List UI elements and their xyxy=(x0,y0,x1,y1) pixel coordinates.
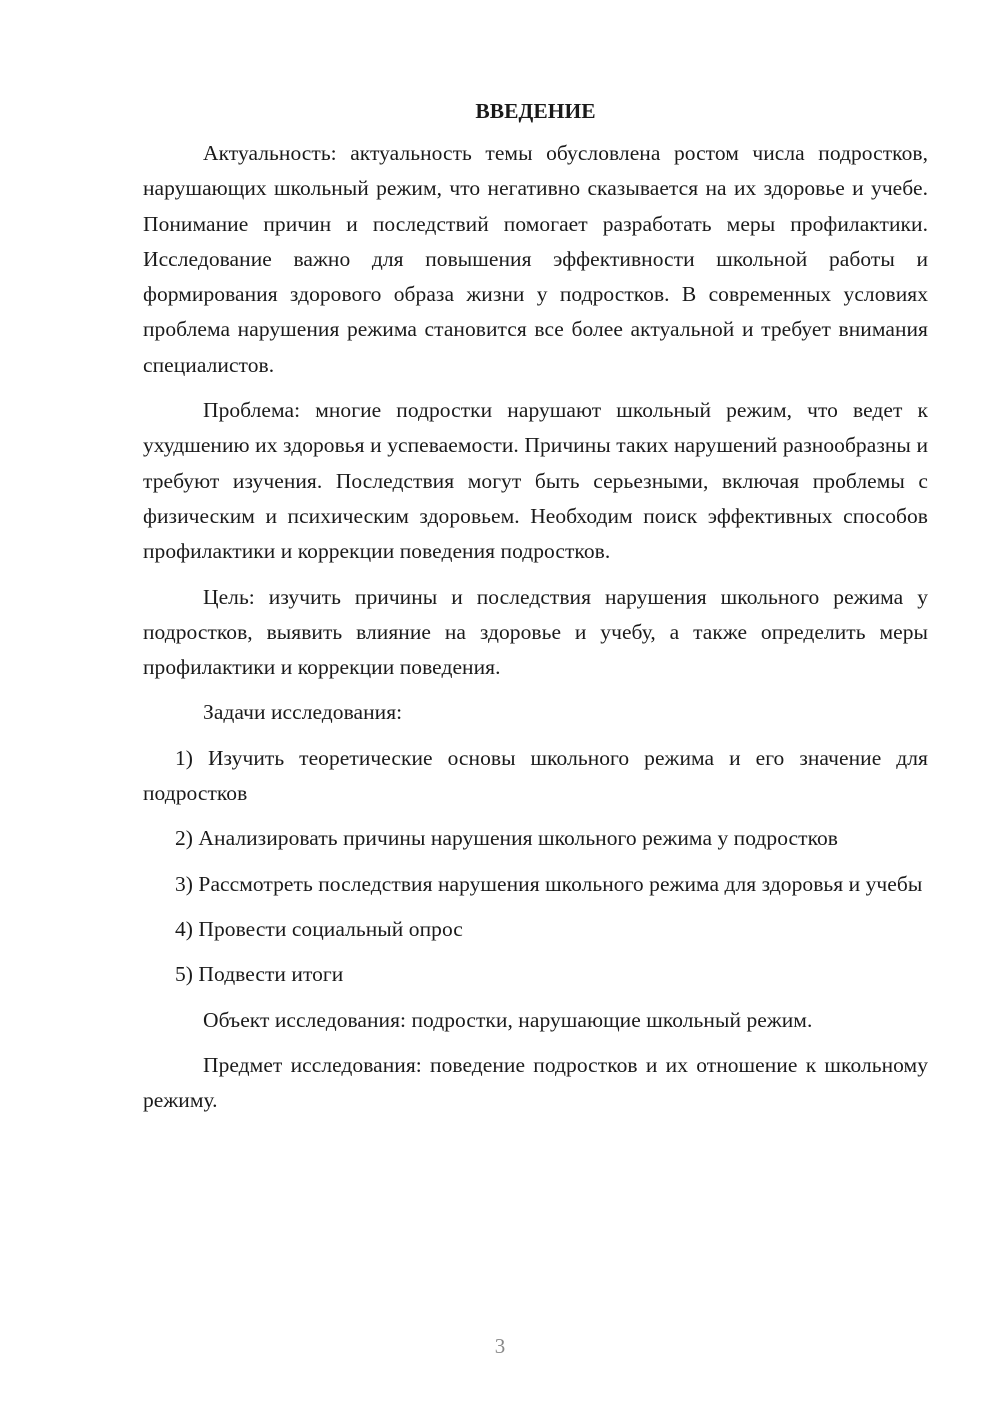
task-item-1: 1) Изучить теоретические основы школьного режима и его значение для подростков xyxy=(143,745,928,806)
page-number: 3 xyxy=(494,1334,506,1358)
section-title: ВВЕДЕНИЕ xyxy=(475,99,596,123)
paragraph-problem: Проблема: многие подростки нарушают школьный режим, что ведет к ухудшению их здоровья и успеваемости. Причины таких нарушений разнообразны и требуют изучения. Последствия могут быть серьезными, включая проблемы с физическим и психическим здоровьем. Необходим поиск эффективных способов профилактики и коррекции поведения подростков. xyxy=(143,398,928,564)
paragraph-subject: Предмет исследования: поведение подростков и их отношение к школьному режиму. xyxy=(143,1052,928,1113)
paragraph-tasks-heading: Задачи исследования: xyxy=(203,700,403,725)
paragraph-relevance: Актуальность: актуальность темы обусловлена ростом числа подростков, нарушающих школьный режим, что негативно сказывается на их здоровье и учебе. Понимание причин и последствий помогает разработать меры профилактики. Исследование важно для повышения эффективности школьной работы и формирования здорового образа жизни у подростков. В современных условиях проблема нарушения режима становится все более актуальной и требует внимания специалистов. xyxy=(143,141,928,377)
paragraph-goal: Цель: изучить причины и последствия нарушения школьного режима у подростков, выявить влияние на здоровье и учебу, а также определить меры профилактики и коррекции поведения. xyxy=(143,584,928,680)
task-item-2: 2) Анализировать причины нарушения школьного режима у подростков xyxy=(175,826,838,851)
paragraph-object: Объект исследования: подростки, нарушающие школьный режим. xyxy=(203,1007,813,1032)
task-item-4: 4) Провести социальный опрос xyxy=(175,916,463,941)
task-item-3: 3) Рассмотреть последствия нарушения школьного режима для здоровья и учебы xyxy=(175,871,923,896)
page-content xyxy=(143,96,928,1118)
task-item-5: 5) Подвести итоги xyxy=(175,962,344,987)
